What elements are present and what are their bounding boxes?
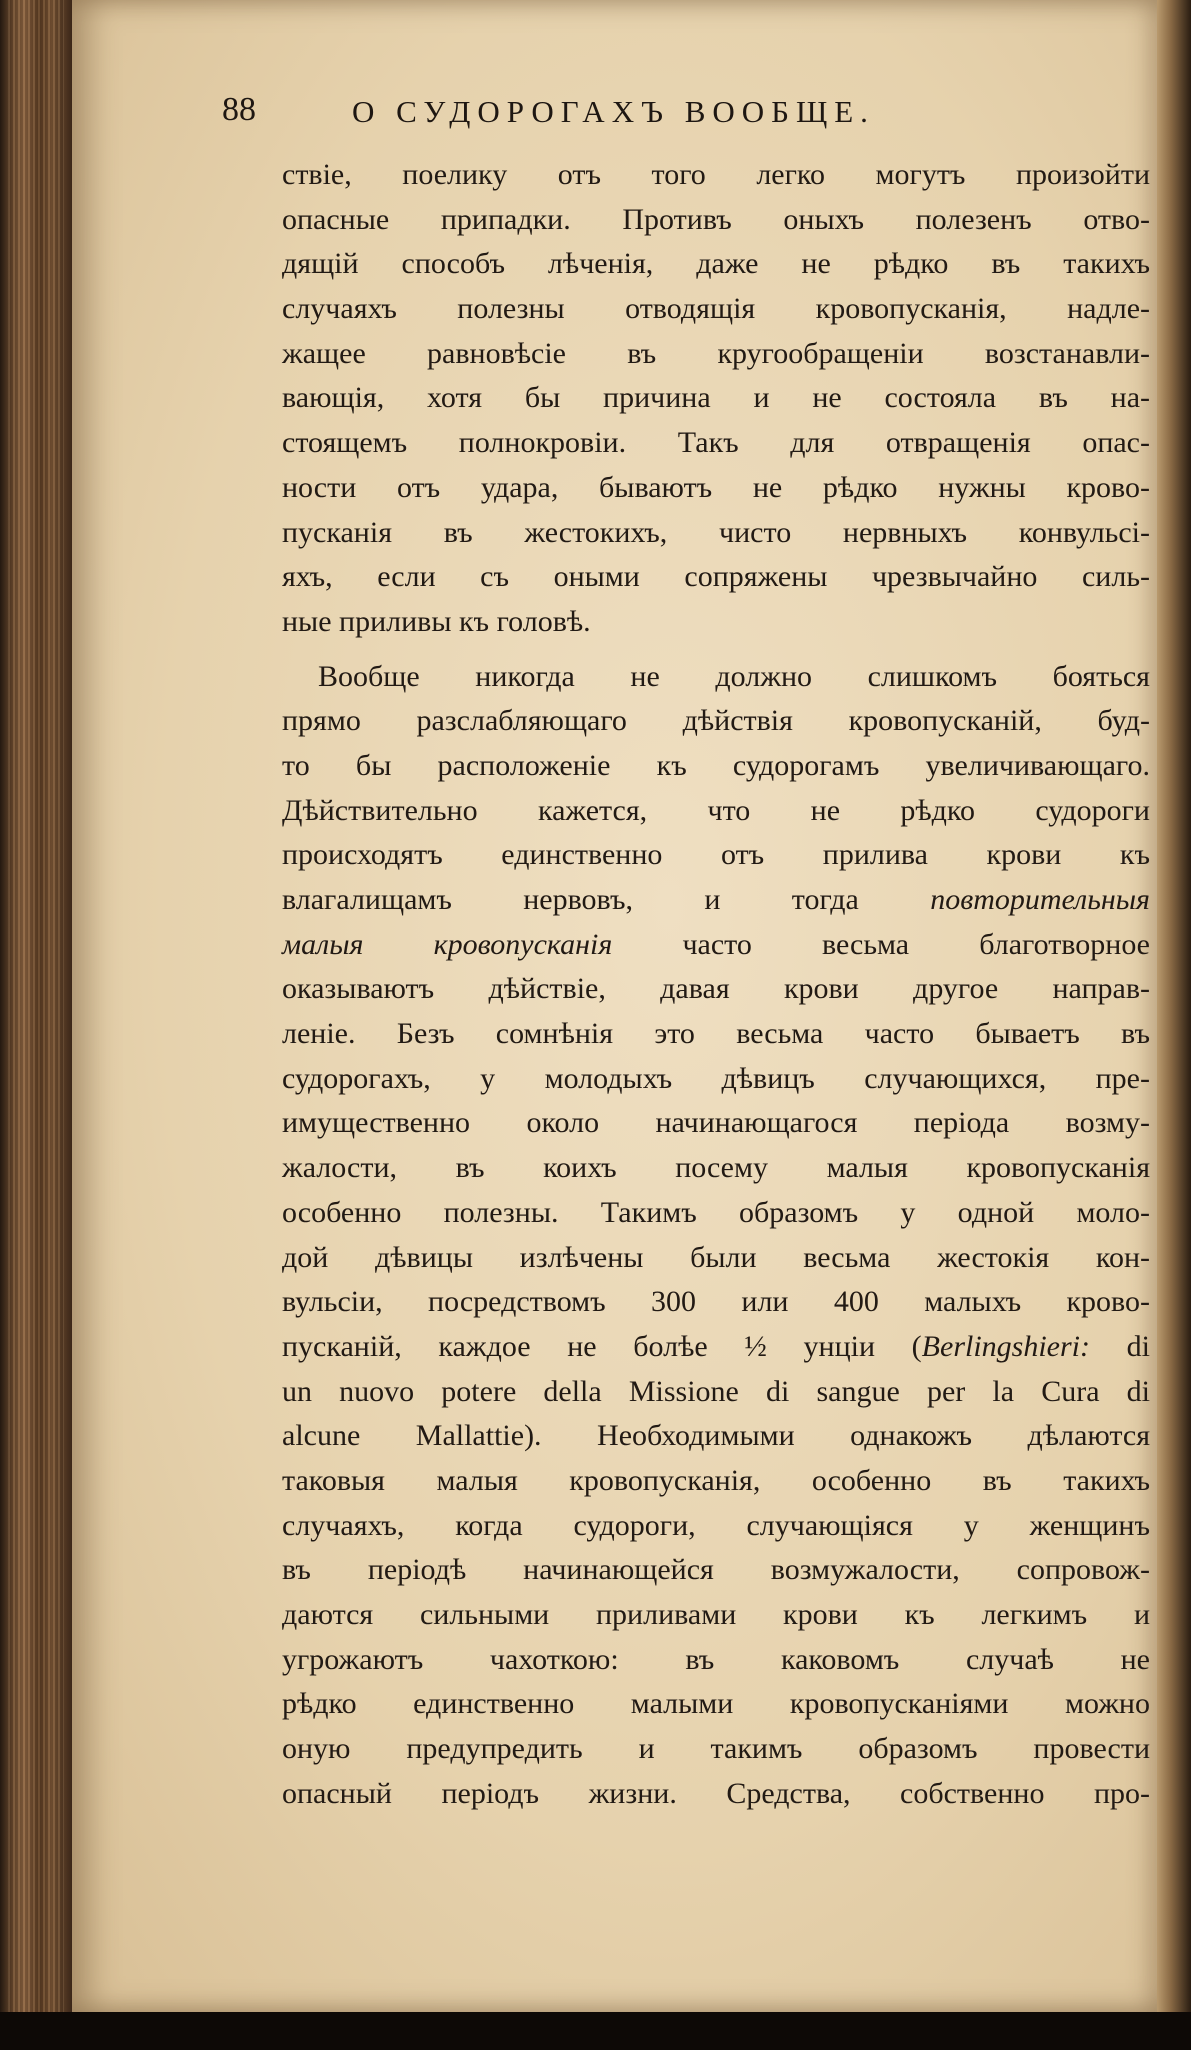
text-line: пусканія въ жестокихъ, чисто нервныхъ конвульсі- xyxy=(282,515,1150,549)
text-line: таковыя малыя кровопусканія, особенно въ такихъ xyxy=(282,1463,1150,1497)
page-edge xyxy=(1157,0,1191,2012)
body-text xyxy=(282,153,1150,1816)
spine-texture xyxy=(8,0,64,2050)
text-line: alcune Mallattie). Необходимыми однакожъ дѣлаются xyxy=(282,1419,1150,1453)
text-line: то бы расположеніе къ судорогамъ увеличивающаго. xyxy=(282,748,1150,782)
text-line: стоящемъ полнокровіи. Такъ для отвращенія опас- xyxy=(282,426,1150,460)
text-line: вающія, хотя бы причина и не состояла въ на- xyxy=(282,381,1150,415)
text-line xyxy=(282,878,1150,923)
text-line: оную предупредить и такимъ образомъ провести xyxy=(282,1732,1150,1766)
paragraph-gap xyxy=(282,645,1150,655)
text-line: опасные припадки. Противъ оныхъ полезенъ отво- xyxy=(282,202,1150,236)
text-line: леніе. Безъ сомнѣнія это весьма часто бываетъ въ xyxy=(282,1017,1150,1051)
text-line: оказываютъ дѣйствіе, давая крови другое направ- xyxy=(282,972,1150,1006)
text-line: Дѣйствительно кажется, что не рѣдко судороги xyxy=(282,793,1150,827)
text-line: въ періодѣ начинающейся возмужалости, сопровож- xyxy=(282,1553,1150,1587)
text-line: судорогахъ, у молодыхъ дѣвицъ случающихся, пре- xyxy=(282,1061,1150,1095)
text-line: дящій способъ лѣченія, даже не рѣдко въ такихъ xyxy=(282,247,1150,281)
italic-term: малыя кровопусканія xyxy=(282,927,613,961)
running-head: О СУДОРОГАХЪ ВООБЩЕ. xyxy=(352,94,875,129)
text-line: угрожаютъ чахоткою: въ каковомъ случаѣ не xyxy=(282,1642,1150,1676)
book-spine xyxy=(0,0,72,2050)
page-number: 88 xyxy=(222,91,256,128)
text-line: жащее равновѣсіе въ кругообращеніи возстанавли- xyxy=(282,336,1150,370)
italic-term: повторительныя xyxy=(930,883,1150,916)
text-line: особенно полезны. Такимъ образомъ у одной моло- xyxy=(282,1195,1150,1229)
text-line xyxy=(282,1325,1150,1370)
text-line: имущественно около начинающагося періода возму- xyxy=(282,1106,1150,1140)
text-line: прямо разслабляющаго дѣйствія кровопусканій, буд- xyxy=(282,704,1150,738)
italic-citation: Berlingshieri: xyxy=(921,1329,1090,1363)
text-line xyxy=(282,923,1150,968)
text-line: случаяхъ полезны отводящія кровопусканія, надле- xyxy=(282,292,1150,326)
text-line: даются сильными приливами крови къ легкимъ и xyxy=(282,1598,1150,1631)
text-line: Вообще никогда не должно слишкомъ бояться xyxy=(318,659,1150,693)
text-line: рѣдко единственно малыми кровопусканіями можно xyxy=(282,1687,1150,1721)
scan-bottom-border xyxy=(0,2012,1191,2050)
text-line: случаяхъ, когда судороги, случающіяся у женщинъ xyxy=(282,1508,1150,1542)
text-run: пусканій, каждое не болѣе ½ унціи ( xyxy=(282,1329,922,1363)
text-line: un nuovo potere della Missione di sangue per la Cura di xyxy=(282,1374,1150,1408)
page-header xyxy=(222,90,1102,140)
text-line: дой дѣвицы излѣчены были весьма жестокія кон- xyxy=(282,1240,1150,1274)
text-line: опасный періодъ жизни. Средства, собственно про- xyxy=(282,1776,1150,1810)
text-line: ствіе, поелику отъ того легко могутъ произойти xyxy=(282,158,1150,191)
text-line: яхъ, если съ оными сопряжены чрезвычайно силь- xyxy=(282,560,1150,594)
text-run: часто весьма благотворное xyxy=(612,927,1150,961)
text-line: вульсіи, посредствомъ 300 или 400 малыхъ крово- xyxy=(282,1285,1150,1319)
text-run: di xyxy=(1089,1329,1150,1363)
text-line: ности отъ удара, бываютъ не рѣдко нужны крово- xyxy=(282,470,1150,504)
text-line: ные приливы къ головѣ. xyxy=(282,604,591,638)
text-line: жалости, въ коихъ посему малыя кровопусканія xyxy=(282,1151,1150,1185)
text-line: происходятъ единственно отъ прилива крови къ xyxy=(282,838,1150,872)
text-run: влагалищамъ нервовъ, и тогда xyxy=(282,883,931,916)
